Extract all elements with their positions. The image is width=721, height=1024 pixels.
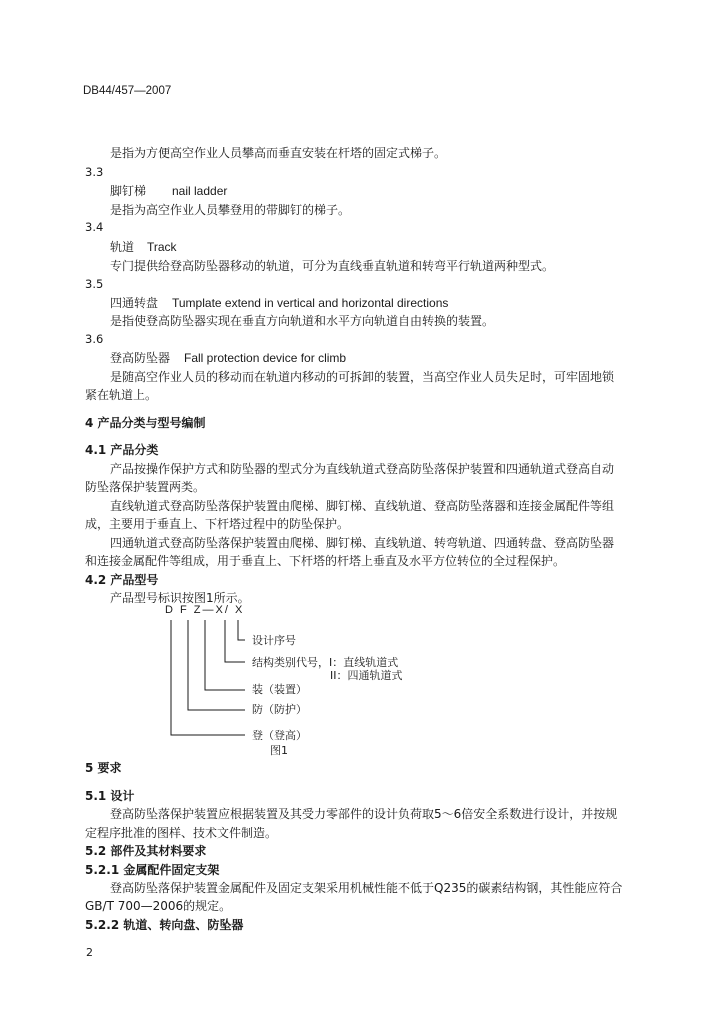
section-heading: 4 产品分类与型号编制 — [85, 416, 206, 430]
paragraph-line: 产品型号标识按图1所示。 — [110, 591, 250, 605]
term-chinese: 脚钉梯 — [110, 184, 147, 198]
section-number: 3.5 — [85, 277, 104, 291]
term-definition: 是指使登高防坠器实现在垂直方向轨道和水平方向轨道自由转换的装置。 — [110, 314, 495, 328]
connector-line — [225, 620, 245, 662]
section-number: 3.4 — [85, 220, 104, 234]
term-english: Tumplate extend in vertical and horizontal directions — [172, 296, 449, 310]
term-chinese: 四通转盘 — [110, 296, 159, 310]
term-definition: 是随高空作业人员的移动而在轨道内移动的可拆卸的装置，当高空作业人员失足时，可牢固地锁 — [110, 370, 615, 384]
diagram-label-struct: 结构类别代号，I：直线轨道式 — [252, 656, 399, 669]
term-english: Fall protection device for climb — [184, 351, 347, 365]
paragraph-line: 产品按操作保护方式和防坠器的型式分为直线轨道式登高防坠落保护装置和四通轨道式登高自动 — [110, 462, 615, 476]
term-definition: 是指为高空作业人员攀登用的带脚钉的梯子。 — [110, 203, 351, 217]
term-chinese: 登高防坠器 — [110, 351, 171, 365]
paragraph-line: 登高防坠落保护装置应根据装置及其受力零部件的设计负荷取5～6倍安全系数进行设计，并按规 — [110, 807, 618, 821]
subsubsection-heading: 5.2.2 轨道、转向盘、防坠器 — [85, 918, 244, 932]
subsection-heading: 5.1 设计 — [85, 789, 135, 803]
subsection-heading: 5.2 部件及其材料要求 — [85, 844, 207, 858]
paragraph-line: 定程序批准的图样、技术文件制造。 — [85, 826, 278, 840]
diagram-label-seq: 设计序号 — [252, 634, 296, 647]
diagram-label-deng: 登（登高） — [252, 729, 307, 742]
term-chinese: 轨道 — [110, 240, 135, 254]
paragraph-line: 登高防坠落保护装置金属配件及固定支架采用机械性能不低于Q235的碳素结构钢，其性能应符合 — [110, 881, 623, 895]
term-english: nail ladder — [172, 184, 228, 198]
paragraph-line: 防坠落保护装置两类。 — [85, 480, 206, 494]
paragraph-line: 直线轨道式登高防坠落保护装置由爬梯、脚钉梯、直线轨道、登高防坠落器和连接金属配件等组 — [110, 499, 615, 513]
paragraph-line: GB/T 700—2006的规定。 — [85, 899, 232, 913]
connector-line — [238, 620, 245, 640]
term-english: Track — [147, 240, 177, 254]
model-code: D F Z—X/ X — [165, 604, 245, 616]
figure-caption: 图1 — [270, 744, 288, 757]
section-number: 3.3 — [85, 165, 104, 179]
section-number: 3.6 — [85, 332, 104, 346]
diagram-label-fang: 防（防护） — [252, 703, 307, 716]
term-definition: 紧在轨道上。 — [85, 388, 158, 402]
connector-line — [171, 620, 245, 735]
connector-line — [188, 620, 245, 710]
paragraph-line: 四通轨道式登高防坠落保护装置由爬梯、脚钉梯、直线轨道、转弯轨道、四通转盘、登高防坠器 — [110, 536, 615, 550]
diagram-label-zhuang: 装（装置） — [252, 683, 307, 696]
paragraph-line: 和连接金属配件等组成，用于垂直上、下杆塔的杆塔上垂直及水平方位转位的全过程保护。 — [85, 554, 566, 568]
subsection-heading: 4.1 产品分类 — [85, 443, 159, 457]
page-number: 2 — [86, 946, 93, 959]
section-heading: 5 要求 — [85, 761, 122, 775]
paragraph-line: 是指为方便高空作业人员攀高而垂直安装在杆塔的固定式梯子。 — [110, 146, 447, 160]
diagram-label-struct-2: II：四通轨道式 — [330, 669, 403, 682]
doc-code-header: DB44/457—2007 — [83, 85, 172, 97]
term-definition: 专门提供给登高防坠器移动的轨道，可分为直线垂直轨道和转弯平行轨道两种型式。 — [110, 259, 555, 273]
subsection-heading: 4.2 产品型号 — [85, 573, 159, 587]
subsubsection-heading: 5.2.1 金属配件固定支架 — [85, 863, 220, 877]
paragraph-line: 成，主要用于垂直上、下杆塔过程中的防坠保护。 — [85, 517, 350, 531]
